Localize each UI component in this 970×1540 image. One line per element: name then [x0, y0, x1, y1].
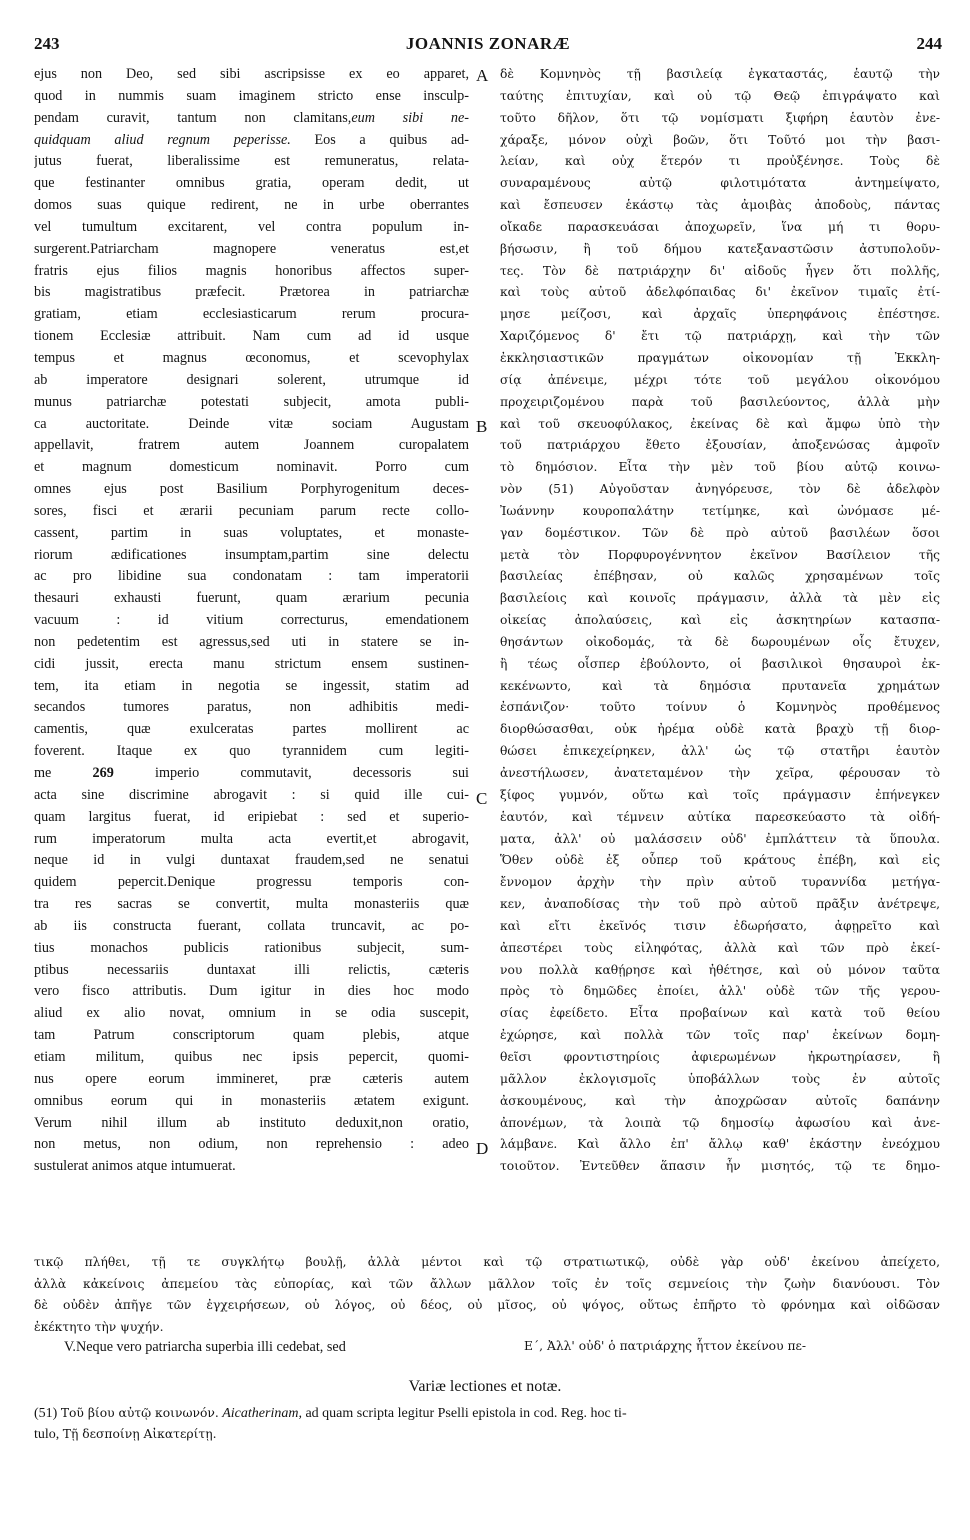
latin-line: tra res sacras se convertit, multa monasteriis quæ — [34, 896, 469, 913]
greek-line: Ὅθεν οὐδὲ ἐξ οὗπερ τοῦ κράτους ἐπέβη, καὶ εἰς — [500, 853, 940, 868]
note-italic: Aicatherinam, — [218, 1406, 302, 1421]
greek-line: ἐκκλησιαστικῶν πραγμάτων οἰκονομίαν τῇ Ἐκκλη- — [500, 350, 940, 365]
greek-line: καὶ τοὺς αὐτοῦ ἀδελφόπαιδας δι' ἐκεῖνον τιμαῖς ἐτί- — [500, 285, 940, 300]
greek-line: οἴκαδε παρασκευάσαι ἀποχωρεῖν, ἵνα μή τι θορυ- — [500, 219, 940, 234]
greek-section-start: Ε΄, Ἀλλ' οὐδ' ὁ πατριάρχης ἧττον ἐκείνου πε- — [524, 1339, 807, 1353]
latin-line: riorum ædificationes insumptam,partim sine delectu — [34, 546, 469, 563]
latin-line: non metus, non odium, non reprehensio : adeo — [34, 1136, 469, 1153]
notes — [34, 1403, 940, 1445]
note-number: (51) — [34, 1406, 61, 1421]
greek-line: ἐσπάνιζον· τοῦτο τοίνυν ὁ Κομνηνὸς προθέμενος — [500, 700, 940, 715]
greek-line: λείαν, καὶ οὐχ ἕτερόν τι προὐξένησε. Τοὺς δὲ — [500, 154, 940, 169]
latin-line: surgerent.Patriarcham magnopere veneratus est,et — [34, 240, 469, 257]
greek-line: καὶ ἔσπευσεν ἑκάστῳ τὰς ἀμοιβὰς ἀποδοὺς, πάντας — [500, 198, 940, 213]
greek-line: οἰκείας ἀπολαύσεις, καὶ εἰς ἀσκητηρίων κατασπα- — [500, 613, 940, 628]
greek-full-width — [34, 1252, 940, 1338]
greek-line: μησε μείζοσι, καὶ ἀρχαῖς ὑπερηφάνοις ἐπέστησε. — [500, 307, 940, 322]
latin-line: domos suas quique redirent, ne in urbe oberrantes — [34, 197, 469, 214]
greek-line: Ἰωάννην κουροπαλάτην τετίμηκε, καὶ ὠνόμασε μέ- — [500, 503, 940, 518]
column-number: 269 — [92, 765, 114, 781]
greek-line: ἐχώρησε, καὶ πολλὰ τῶν τοῖς παρ' ἐκείνων δομη- — [500, 1028, 940, 1043]
note-text: tulo, — [34, 1427, 63, 1442]
latin-line: etiam militum, quibus nec ipsis pepercit, quomi- — [34, 1048, 469, 1065]
section-marker-a: A — [476, 66, 489, 85]
latin-section-start: V.Neque vero patriarcha superbia illi cedebat, sed — [64, 1339, 346, 1355]
greek-line: θησάντων οἰκοδομάς, τὰ δὲ δωρουμένων οἷς ἔτυχεν, — [500, 634, 940, 649]
section-marker-b: B — [476, 417, 488, 436]
latin-line-text: pendam curavit, tantum non clamitans, — [34, 109, 352, 126]
latin-line: ab imperatore designari solerent, utrumque id — [34, 371, 469, 388]
running-head — [34, 34, 942, 58]
greek-line: ματα, ἀλλ' οὐ μαλάσσειν οὐδ' ἐμπλάττειν τὰ ὕπουλα. — [500, 831, 940, 846]
greek-line: ξίφος γυμνόν, οὕτω καὶ τοῖς πράγμασιν ἐπήνεγκεν — [500, 787, 940, 802]
greek-line: τὸ δημόσιον. Εἶτα τὴν μὲν τοῦ βίου αὐτῷ κοινω- — [500, 460, 940, 475]
greek-line: διορθώσασθαι, οὐκ ἠρέμα οὐδὲ κατὰ βραχὺ τῇ διορ- — [500, 722, 940, 737]
latin-line: tem, ita etiam in negotia se ingessit, statim ad — [34, 677, 469, 694]
latin-line: nus opere eorum immineret, præ cæteris autem — [34, 1070, 469, 1087]
latin-line: sores, fisci et ærarii pecuniam parum recte collo- — [34, 502, 469, 519]
latin-line: vacuum : id vitium correcturus, emendationem — [34, 612, 469, 629]
latin-italic-text: quidquam aliud regnum peperisse. — [34, 131, 291, 148]
latin-line: ptibus necessariis duntaxat illi relictis, cæteris — [34, 961, 469, 978]
greek-line: μᾶλλον ἐκλογισμοῖς ὑποβάλλων τοὺς ἐν αὐτοῖς — [500, 1071, 940, 1086]
latin-line: rum imperatorum multa acta evertit,et abrogavit, — [34, 830, 469, 847]
greek-wide-line: τικῷ πλήθει, τῇ τε συγκλήτῳ βουλῇ, ἀλλὰ μέντοι καὶ τῷ στρατιωτικῷ, οὐδὲ γὰρ οὐδ' ἐκείνου ἀπείχετο, — [34, 1255, 940, 1269]
greek-wide-line: δὲ οὐδὲν ἀπῆγε τῶν ἐγχειρήσεων, οὐ λόγος, οὐ δέος, οὐ μῖσος, οὐ ψόγος, οὕτως ἐπῆρτο τὸ φρόνημα καὶ οἰδῶσαν — [34, 1298, 940, 1312]
greek-line: βασιλείοις καὶ κοινοῖς πράγμασιν, ἀλλὰ τὰ μὲν εἰς — [500, 591, 940, 606]
latin-line: camentis, quæ exulceratas partes mollirent ac — [34, 721, 469, 738]
note-line — [34, 1424, 940, 1445]
greek-line: νου πολλὰ καθῄρησε καὶ ἠθέτησε, καὶ οὐ μόνον ταῦτα — [500, 962, 940, 977]
greek-line: σίᾳ ἀπένειμε, μέχρι τότε τοῦ μεγάλου οἰκονόμου — [500, 372, 940, 387]
latin-line — [34, 763, 469, 785]
latin-line-text: imperio commutavit, decessoris sui — [113, 765, 469, 781]
greek-line: λάμβανε. Καὶ ἄλλο ἐπ' ἄλλῳ καθ' ἑκάστην ἐνεόχμου — [500, 1137, 940, 1152]
latin-line: ab iis constructa fuerant, collata truncavit, ac po- — [34, 917, 469, 934]
latin-line: gratiam, etiam ecclesiasticarum rerum procura- — [34, 306, 469, 323]
greek-line: δὲ Κομνηνὸς τῇ βασιλείᾳ ἐγκαταστάς, ἑαυτῷ τὴν — [500, 67, 940, 81]
greek-line: ἔννομον ἀρχὴν τὴν πρὶν αὐτοῦ τυραννίδα μετήγα- — [500, 875, 940, 890]
page-number-left: 243 — [34, 34, 60, 53]
note-line — [34, 1403, 940, 1424]
latin-line: bis magistratibus præfecit. Prætorea in patriarchæ — [34, 284, 469, 301]
section-marker-d: D — [476, 1139, 489, 1158]
greek-line: τοῦ πατριάρχου ἔθετο ἐξουσίαν, ἀποξενώσας ἀμφοῖν — [500, 438, 940, 453]
greek-line: ἀπονέμων, τὰ λοιπὰ τῷ δημοσίῳ ἀφωσίου καὶ ἀνε- — [500, 1115, 940, 1130]
greek-line: κεκένωντο, καὶ τὰ δημόσια πρυτανεῖα χρημάτων — [500, 678, 940, 693]
greek-line: καὶ εἴτι ἐκεῖνός τισιν ἐδωρήσατο, ἀφῃρεῖτο καὶ — [500, 918, 940, 933]
latin-italic-text: eum sibi ne- — [351, 109, 469, 126]
latin-line: secandos tumores paratus, non adhibitis medi- — [34, 699, 469, 716]
latin-line: thesauri exhausti fuerunt, quam ærarium pecunia — [34, 590, 469, 607]
latin-line: quod in nummis suam imaginem stricto ense insculp- — [34, 87, 469, 104]
greek-line: θώσει ἐπικεχείρηκεν, ἀλλ' ὡς τῷ στατῆρι ἑαυτὸν — [500, 744, 940, 759]
section-start-line — [34, 1339, 940, 1361]
greek-line: ἀσκουμένους, καὶ τὴν ἀποχρῶσαν αὐτοῖς δαπάνην — [500, 1093, 940, 1108]
latin-line: quidem pepercit.Denique progressu temporis con- — [34, 874, 469, 891]
latin-line: vel tumultum excitarent, vel contra populum in- — [34, 218, 469, 235]
greek-line: βασιλείας ἐπέβησαν, οὐ καλῶς χρησαμένων τοῖς — [500, 569, 940, 584]
latin-line: omnes ejus post Basilium Porphyrogenitum deces- — [34, 481, 469, 498]
latin-line: vero fisco attributis. Dum igitur in dies hoc modo — [34, 983, 469, 1000]
note-greek: Τῇ δεσποίνῃ Αἰκατερίτῃ. — [62, 1427, 217, 1441]
greek-line: τοῦτο δῆλον, ὅτι τῷ νομίσματι ξιφήρη ἑαυτὸν ἐνε- — [500, 110, 940, 125]
greek-wide-line: ἀλλὰ κἀκείνοις ἀπεμείου τὰς εὐπορίας, καὶ τῶν ἄλλων μᾶλλον τοῖς ἐν τοῖς σεμνείοις τὴν ζωὴν διανύουσι. Τὸν — [34, 1276, 940, 1291]
greek-column — [500, 64, 940, 1178]
latin-line: ejus non Deo, sed sibi ascripsisse ex eo apparet, — [34, 66, 469, 82]
latin-line: omnibus eorum qui in monasteriis ætatem exigunt. — [34, 1092, 469, 1109]
greek-line: καὶ τοῦ σκευοφύλακος, ἐκείνας δὲ καὶ ἄμφω ὑπὸ τὴν — [500, 416, 940, 431]
latin-line: quam largitus fuerat, id eripiebat : sed et superio- — [34, 808, 469, 825]
latin-line: aliud ex alio novat, omnium in se odia suscepit, — [34, 1005, 469, 1022]
page-title: JOANNIS ZONARÆ — [405, 34, 571, 53]
greek-line: θεῖσι φροντιστηρίοις ἀφιερωμένων ἠκρωτηρίασεν, ἢ — [500, 1049, 940, 1064]
greek-line: ταύτης ἐπιτυχίαν, καὶ οὐ τῷ Θεῷ ἐπιγράψατο καὶ — [500, 88, 940, 103]
latin-line: jutus fuerat, liberalissime est remuneratus, relata- — [34, 153, 469, 170]
latin-line: neque id in vulgi duntaxat fraudem,sed ne senatui — [34, 852, 469, 869]
latin-line: non pedetentim est agressus,sed uti in statere se in- — [34, 633, 469, 650]
greek-line: ἢ τέως οἷσπερ ἐβούλοντο, οἱ βασιλικοὶ θησαυροὶ ἐκ- — [500, 656, 940, 671]
notes-title: Variæ lectiones et notæ. — [408, 1378, 562, 1395]
latin-column — [34, 64, 469, 1178]
latin-line-text: me — [34, 765, 93, 781]
greek-line: κεν, ἀναποδίσας τὴν τοῦ πρὸ αὐτοῦ πρᾶξιν ἀνέτρεψε, — [500, 897, 940, 912]
latin-line: tius monachos publicis rationibus subjecit, sum- — [34, 939, 469, 956]
latin-line: et magnum domesticum nominavit. Porro cum — [34, 459, 469, 476]
greek-line: βήσωσιν, ἢ τοῦ δήμου κατεξαναστῶσιν ἀστυπολοῦν- — [500, 241, 940, 256]
greek-line: συναραμένους αὐτῷ φιλοτιμότατα ἀντημείψατο, — [500, 176, 940, 191]
latin-line: tam Patrum conscriptorum quam plebis, atque — [34, 1027, 469, 1044]
latin-line: appellavit, fratrem autem Joannem curopalatem — [34, 437, 469, 454]
greek-line: χάραξε, μόνον οὐχὶ βοῶν, ὅτι Τοῦτό μοι τὴν βασι- — [500, 132, 940, 147]
latin-line: munus patriarchæ potestati subjecit, amota publi- — [34, 393, 469, 410]
latin-line: que festinanter omnibus gratia, operam dedit, ut — [34, 175, 469, 192]
greek-line: σίας ἐφείδετο. Εἶτα προβαίνων καὶ κατὰ τοῦ θείου — [500, 1006, 940, 1021]
latin-line: tionem Ecclesiæ attribuit. Nam cum ad id usque — [34, 328, 469, 345]
latin-line: ca auctoritate. Deinde vitæ sociam Augustam — [34, 415, 469, 432]
greek-line: ἑαυτόν, καὶ τέμνειν αὐτίκα παρεσκεύαστο τὰ οἰδή- — [500, 809, 940, 824]
latin-line-text: Eos a quibus ad- — [290, 131, 469, 148]
latin-line: Verum nihil illum ab instituto deduxit,non oratio, — [34, 1114, 469, 1131]
latin-line — [34, 108, 469, 130]
note-text: ad quam scripta legitur Pselli epistola in cod. Reg. hoc ti- — [301, 1406, 627, 1421]
latin-line: cassent, partim in suas voluptates, et monaste- — [34, 524, 469, 541]
section-marker-c: C — [476, 789, 488, 808]
latin-line: sustulerat animos atque intumuerat. — [34, 1158, 236, 1175]
greek-line: νὸν (51) Αὐγοῦσταν ἀνηγόρευσε, τὸν δὲ ἀδελφὸν — [500, 482, 940, 497]
greek-line: γαν δομέστικον. Τῶν δὲ πρὸ αὐτοῦ βασιλέων ὅσοι — [500, 525, 940, 540]
greek-line: μετὰ τὸν Πορφυρογέννητον ἐκεῖνον Βασίλειον τῆς — [500, 547, 940, 562]
latin-line: tempus et magnus œconomus, et scevophylax — [34, 349, 469, 366]
greek-wide-line: ἐκέκτητο τὴν ψυχήν. — [34, 1319, 164, 1334]
greek-line: ἀπεστέρει τοὺς εἰληφότας, ἀλλὰ καὶ τῶν πρὸ ἐκεί- — [500, 940, 940, 955]
note-greek: Τοῦ βίου αὐτῷ κοινωνόν. — [60, 1406, 219, 1420]
latin-line: ac pro libidine sua condonatam : tam imperatorii — [34, 568, 469, 585]
latin-line — [34, 130, 469, 152]
greek-line: τες. Τὸν δὲ πατριάρχην δι' αἰδοῦς ἦγεν ὅτι πολλῆς, — [500, 263, 940, 278]
greek-line: πρὸς τὸ δημῶδες ἐποίει, ἀλλ' οὐδὲ τῶν τῆς γερου- — [500, 984, 940, 999]
greek-line: ἀνεστήλωσεν, ἀνατεταμένον τὴν χεῖρα, φέρουσαν τὸ — [500, 766, 940, 780]
page-number-right: 244 — [916, 34, 942, 53]
greek-line: τοιοῦτον. Ἐντεῦθεν ἅπασιν ἦν μισητός, τῷ τε δημο- — [500, 1159, 940, 1174]
greek-line: Χαριζόμενος δ' ἔτι τῷ πατριάρχῃ, καὶ τὴν τῶν — [500, 329, 940, 344]
latin-line: acta sine discrimine abrogavit : si quid ille cui- — [34, 786, 469, 803]
latin-line: cidi jussit, erecta manu strictum ensem sustinen- — [34, 655, 469, 672]
greek-line: προχειριζομένου παρὰ τοῦ βασιλεύοντος, ἀλλὰ μὴν — [500, 394, 940, 409]
latin-line: fratris ejus filios magnis honoribus affectos super- — [34, 262, 469, 279]
latin-line: foverent. Itaque ex quo tyrannidem cum legiti- — [34, 743, 469, 760]
